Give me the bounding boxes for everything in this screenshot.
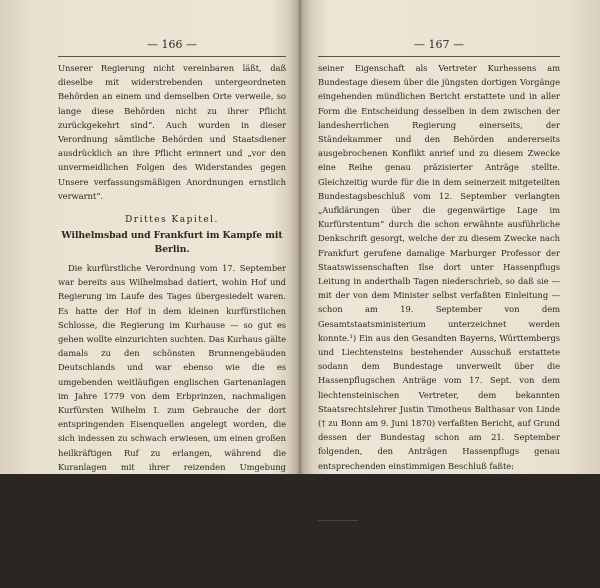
right-page	[300, 0, 600, 578]
footnote: ¹) Der Titel dieses an alle deutsche und europäische Höfe versandten, Ende September auch im Druck erschienenen Aktenstücks lautet: „Denkschrift der kurfürstlich hessischen Staatsregierung betreffend ihre Differenzen mit den Landständen und den landständischen Ausschuß, sowie die daraus hervorgegangenen Widersetzlichkeiten der Behörden und Unterthanen“.	[318, 523, 560, 578]
footnote-rule	[318, 520, 358, 521]
paragraph: Die kurfürstliche Verordnung vom 17. September war bereits aus Wilhelmsbad datiert, wohin Hof und Regierung im Laufe des Tages übergesiedelt waren. Es hatte der Hof in dem kleinen kurfürstlichen Schlosse, die Regierung im Kurhause — so gut es gehen wollte einzurichten suchten. Das Kurhaus gälte damals zu den schönsten Brunnengebäuden Deutschlands und war ebenso wie die es umgebenden weitläufigen englischen Gartenanlagen im Jahre 1779 von dem Erbprinzen, nachmaligen Kurfürsten Wilhelm I. zum Gebrauche der dort entspringenden Eisenquellen angelegt worden, die sich indessen zu schwach erwiesen, um einen großen heilkräftigen Ruf zu erlangen, während die Kuranlagen mit ihrer reizenden Umgebung Wilhelmsbad alsbald zu einem noch heute vielbesuchten Ausflugs- und Vergnügungsorte namentlich für die in nächster Nähe gelegenen Städte Frankfurt und Hanau werden ließen.	[58, 263, 286, 529]
page-body	[58, 61, 286, 588]
paragraph: Die angestrengte politische Tätigkeit der Regierung begann schon am 17. September, dem Tage ihrer Uebersiedelung nach Wilhelmsbad, damit, daß Hassenpflug in	[58, 532, 286, 586]
left-page	[0, 0, 300, 586]
chapter-title: Drittes Kapitel.	[125, 215, 219, 226]
paragraph: „In Erwägung, daß nach dem Geiste der Grundgesetze des Bundes sowohl, als auch nach positiven Bundesbeschlüssen, ins.	[318, 474, 560, 514]
page-number: — 166 —	[147, 38, 197, 51]
page-header	[58, 36, 286, 57]
page-body	[318, 61, 560, 516]
chapter-subtitle: Wilhelmsbad und Frankfurt im Kampfe mit Berlin.	[61, 230, 283, 256]
paragraph: seiner Eigenschaft als Vertreter Kurhessens am Bundestage diesem über die jüngsten dortigen Vorgänge eingehenden mündlichen Bericht erstattete und in aller Form die Entscheidung desselben in dem zwischen der landesherrlichen Regierung einerseits, der Ständekammer und den Behörden andererseits ausgebrochenen Konflikt anrief und zu diesem Zwecke eine Reihe genau präzisierter Anträge stellte. Gleichzeitig wurde für die in dem seinerzeit mitgeteilten Bundestagsbeschluß vom 12. September verlangten „Aufklärungen über die gegenwärtige Lage im Kurfürstentum“ durch die schon erwähnte ausführliche Denkschrift gesorgt, welche der zu diesem Zwecke nach Frankfurt gerufene damalige Marburger Professor der Staatswissenschaften Ilse dort unter Hassenpflugs Leitung in anderthalb Tagen niederschrieb, so daß sie — mit der von dem Minister selbst verfaßten Einleitung — schon am 19. September von dem Gesamtstaatsministerium unterzeichnet werden konnte.¹) Ein aus den Gesandten Bayerns, Württembergs und Liechtensteins bestehender Ausschuß erstattete sodann dem Bundestage unverweilt über die Hassenpflugschen Anträge vom 17. Sept. von dem liechtensteinischen Vertreter, dem bekannten Staatsrechtslehrer Justin Timotheus Balthasar von Linde († zu Bonn am 9. Juni 1870) verfaßten Bericht, auf Grund dessen der Bundestag schon am 21. September folgenden, den Anträgen Hassenpflugs genau entsprechenden einstimmigen Beschluß faßte:	[318, 63, 560, 471]
page-number: — 167 —	[414, 38, 464, 51]
paragraph: Unserer Regierung nicht vereinbaren läßt, daß dieselbe mit widerstrebenden untergeordneten Behörden an einem und demselben Orte verweile, so lange diese Behörden nicht zu ihrer Pflicht zurückgekehrt sind“. Auch wurden in dieser Verordnung sämtliche Behörden und Staatsdiener ausdrücklich an ihre Pflicht erinnert und „vor den unvermeidlichen Folgen des Widerstandes gegen Unsere verfassungsmäßigen Anordnungen ernstlich verwarnt“.	[58, 63, 286, 201]
page-header	[318, 36, 560, 57]
